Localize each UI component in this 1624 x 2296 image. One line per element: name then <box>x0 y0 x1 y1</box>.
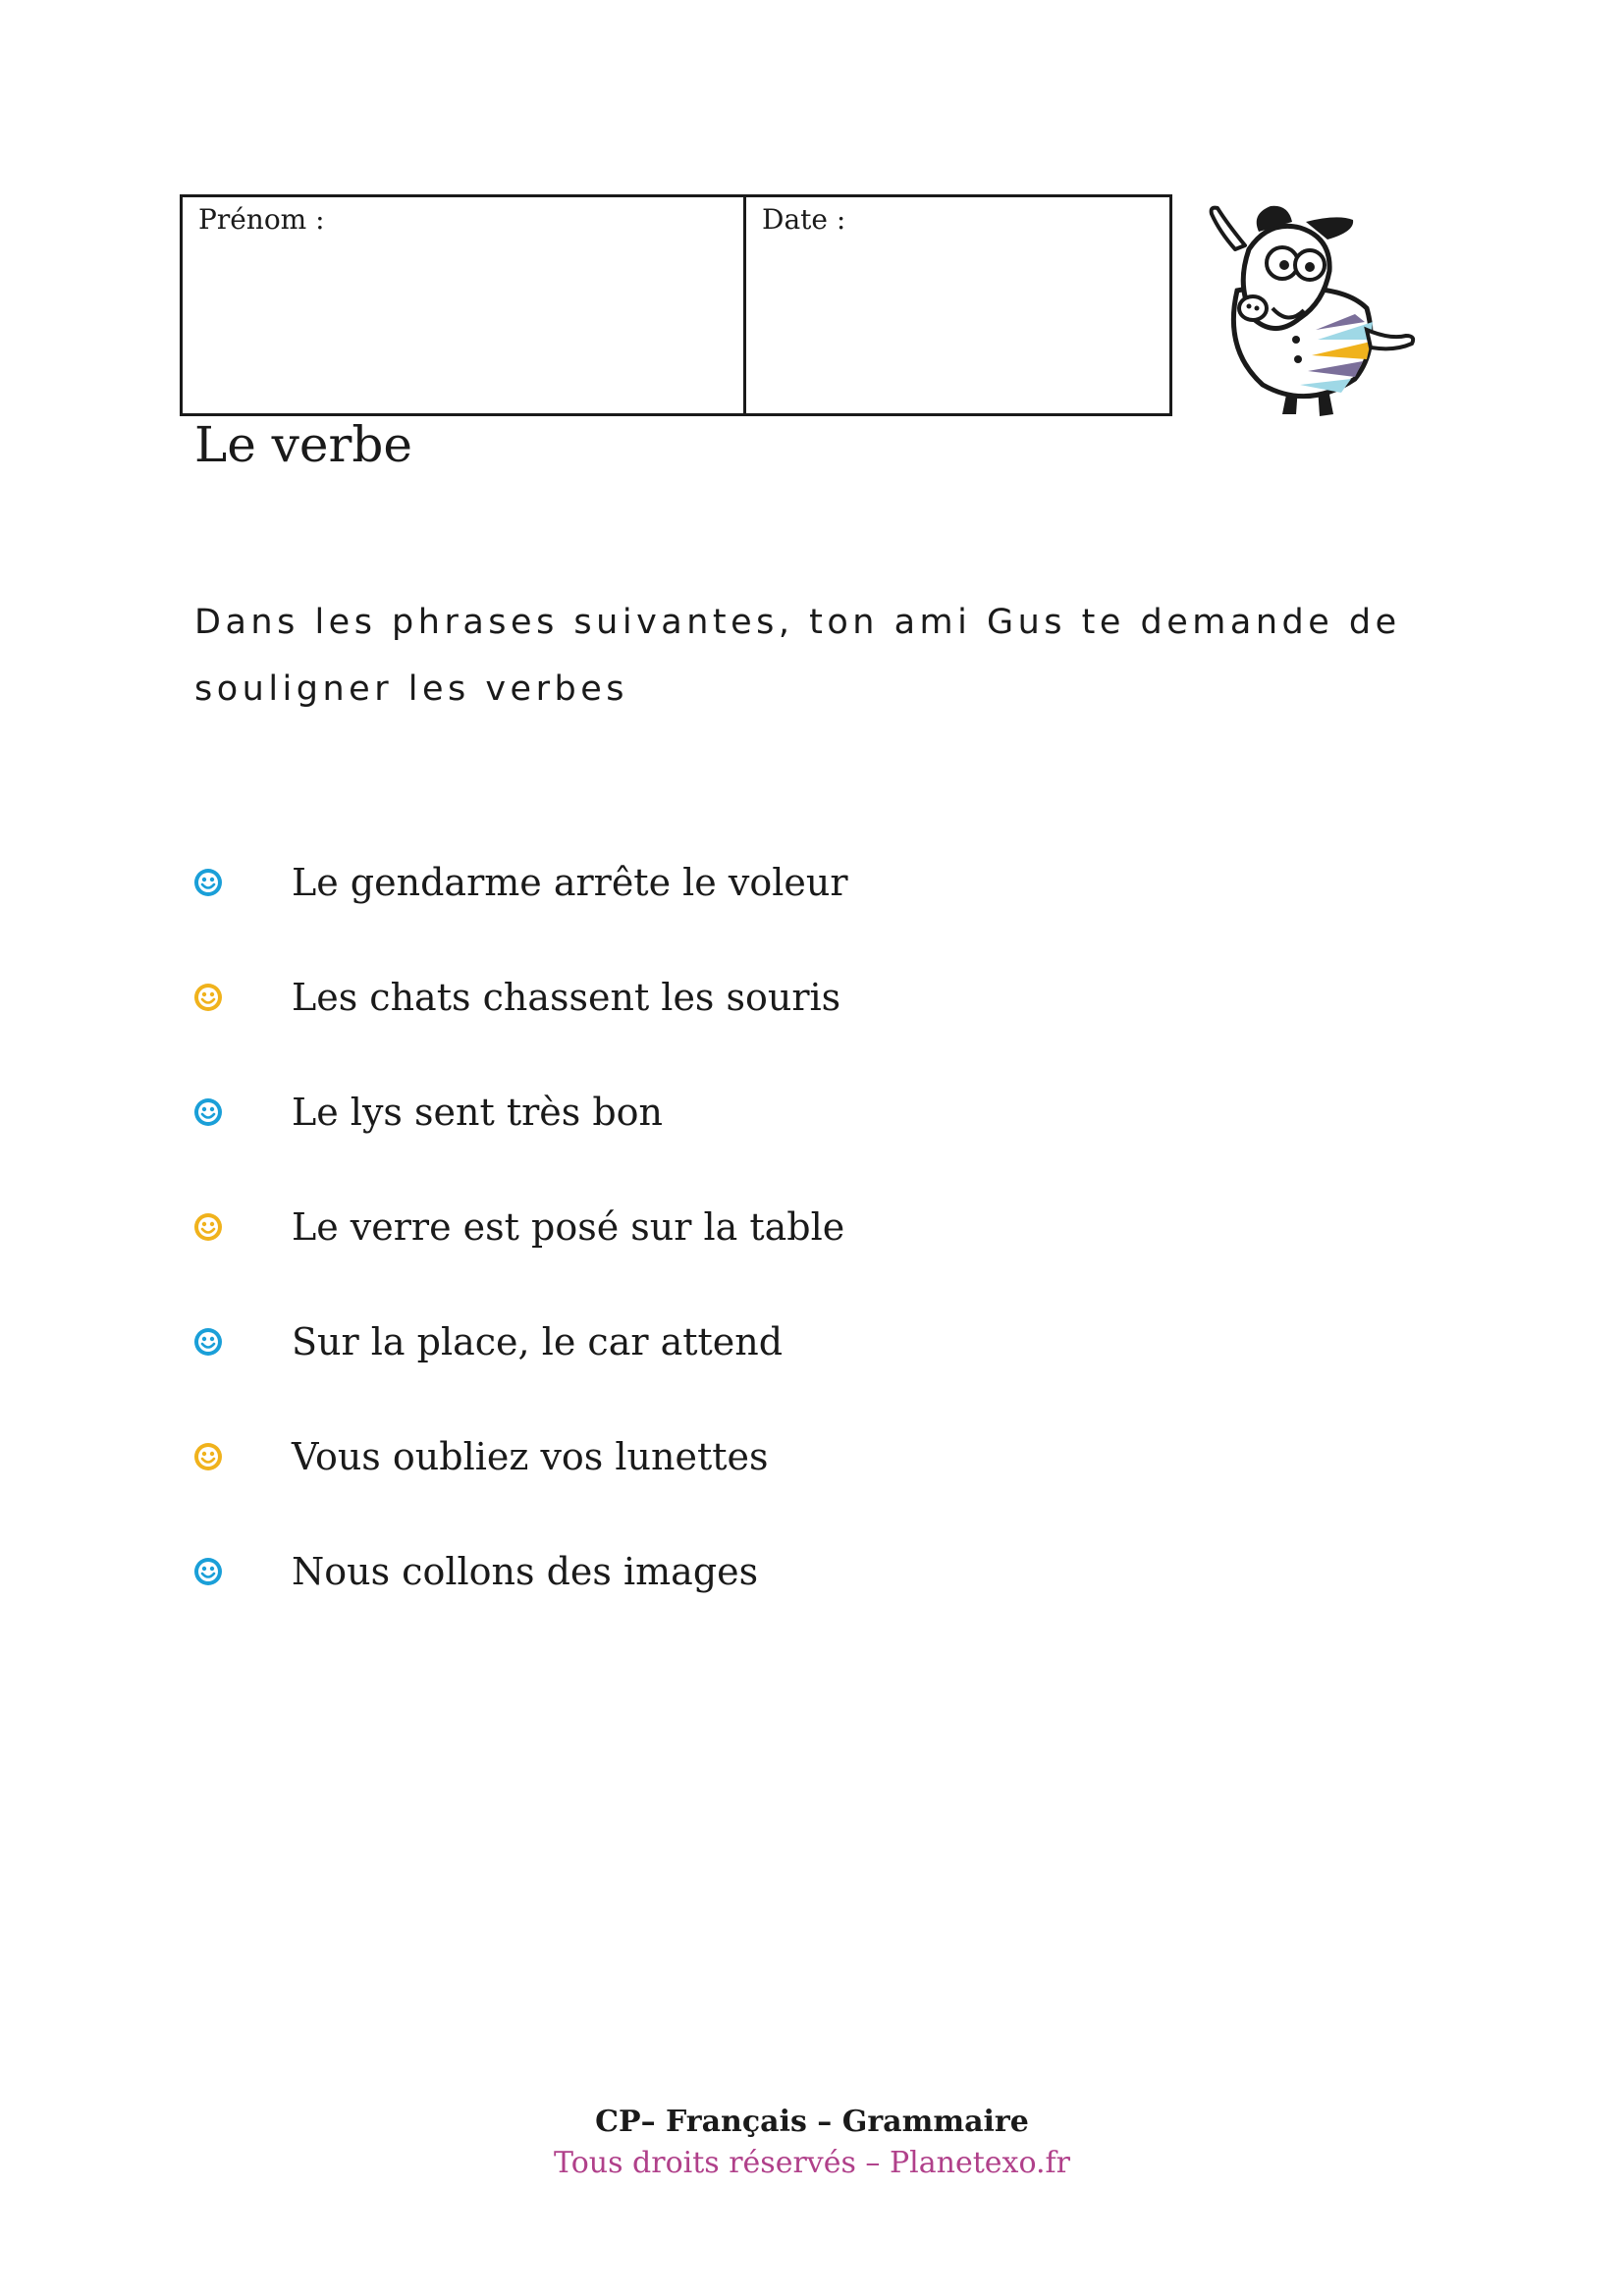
sentence-text: Le verre est posé sur la table <box>292 1205 845 1249</box>
sentence-text: Vous oubliez vos lunettes <box>292 1435 769 1478</box>
footer-copyright[interactable]: Tous droits réservés – Planetexo.fr <box>554 2146 1070 2180</box>
smiley-blue-icon <box>191 866 225 899</box>
sentence-text: Nous collons des images <box>292 1550 759 1593</box>
sentence-item <box>191 1084 848 1199</box>
smiley-blue-icon <box>191 1325 225 1359</box>
sentence-text: Les chats chassent les souris <box>292 976 841 1019</box>
page-title: Le verbe <box>194 416 413 473</box>
sentence-item <box>191 1428 848 1543</box>
gus-mascot-icon <box>1198 192 1419 420</box>
name-date-table <box>180 194 1172 416</box>
sentence-item <box>191 1313 848 1428</box>
sentence-list <box>191 854 848 1658</box>
sentence-item <box>191 854 848 969</box>
sentence-item <box>191 969 848 1084</box>
sentence-text: Le gendarme arrête le voleur <box>292 861 848 904</box>
sentence-item <box>191 1543 848 1658</box>
prenom-label: Prénom : <box>198 203 325 236</box>
sentence-text: Le lys sent très bon <box>292 1091 663 1134</box>
date-field[interactable] <box>746 197 1169 413</box>
smiley-blue-icon <box>191 1095 225 1129</box>
date-label: Date : <box>762 203 846 236</box>
footer-course: CP– Français – Grammaire <box>595 2105 1029 2139</box>
smiley-yellow-icon <box>191 1210 225 1244</box>
sentence-text: Sur la place, le car attend <box>292 1320 784 1363</box>
sentence-item <box>191 1199 848 1313</box>
smiley-yellow-icon <box>191 1440 225 1473</box>
exercise-instructions: Dans les phrases suivantes, ton ami Gus te demande de souligner les verbes <box>194 603 1401 709</box>
smiley-blue-icon <box>191 1555 225 1588</box>
smiley-yellow-icon <box>191 981 225 1014</box>
prenom-field[interactable] <box>183 197 746 413</box>
